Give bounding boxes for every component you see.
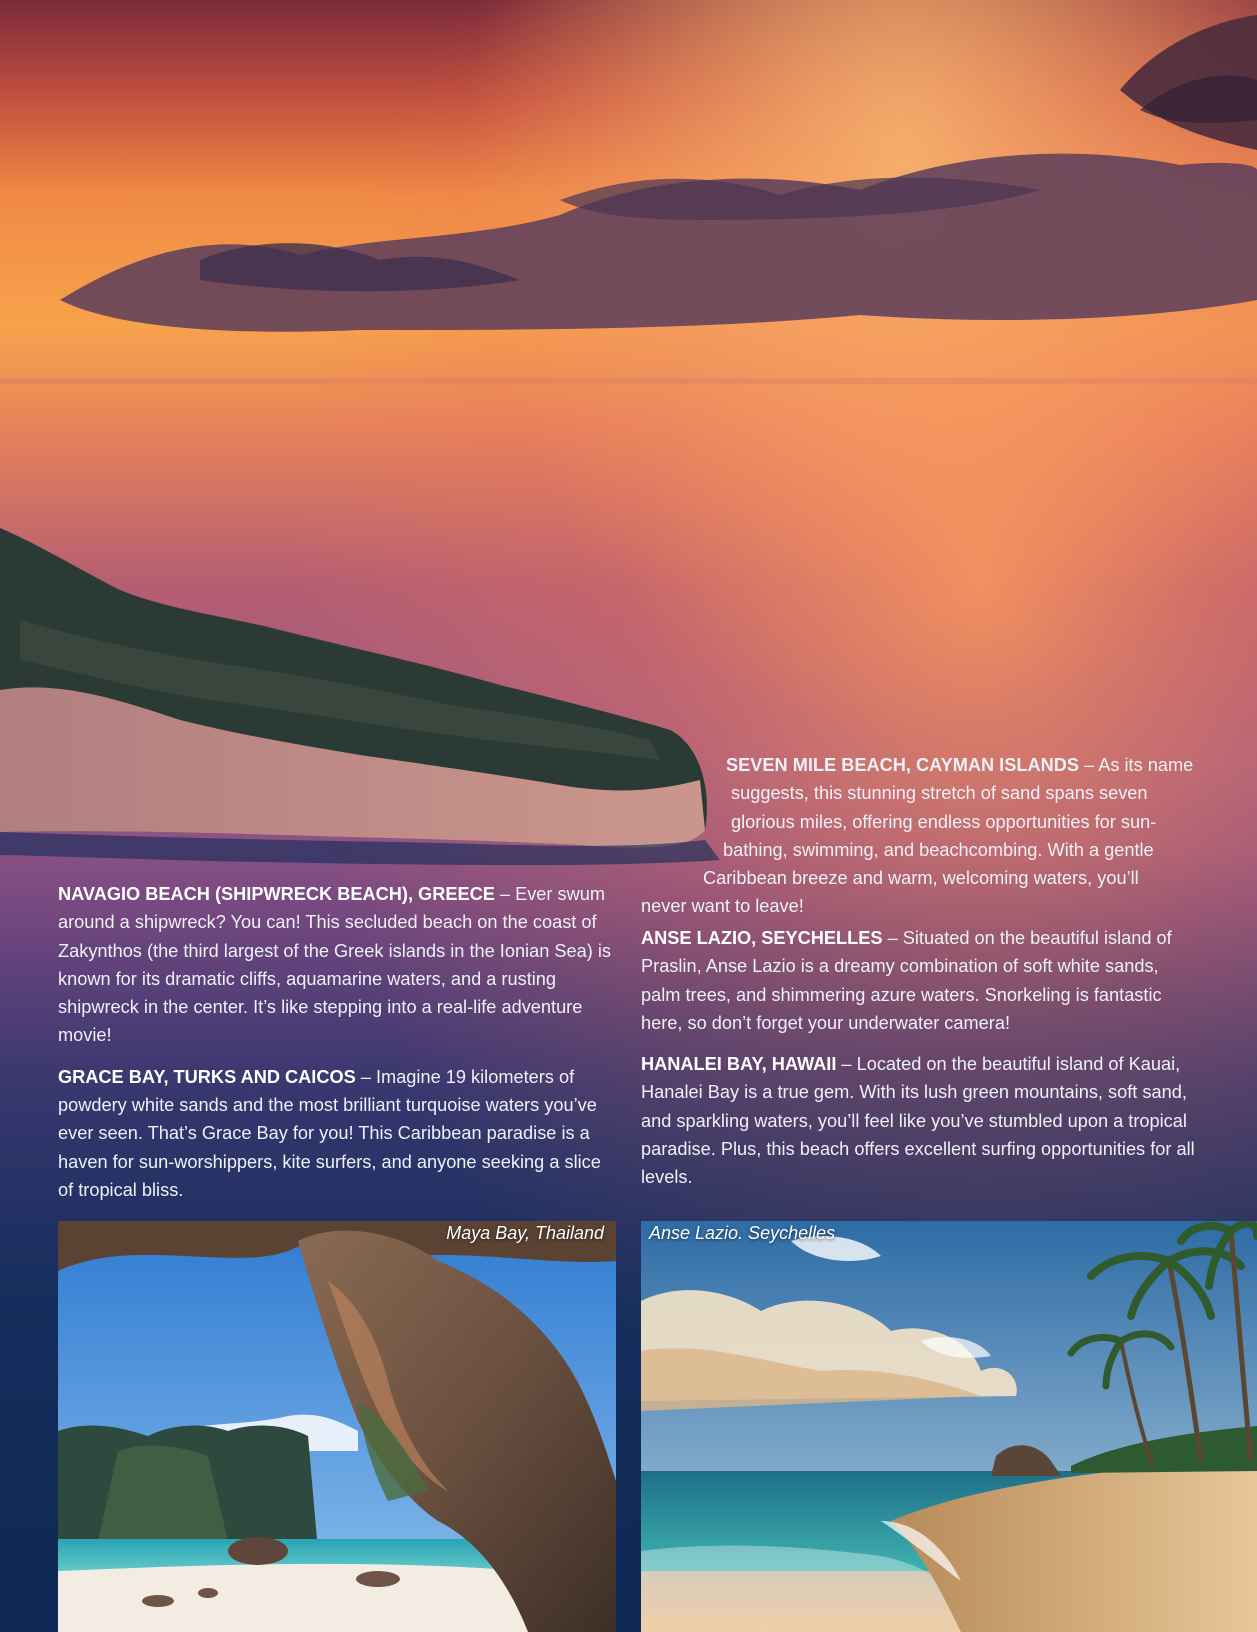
grace-bay-title: GRACE BAY, TURKS AND CAICOS <box>58 1066 356 1087</box>
seven-mile-beach-paragraph <box>641 751 1201 921</box>
navagio-body: – Ever swum around a shipwreck? You can! This secluded beach on the coast of Zakynthos (the third largest of the Greek islands in the Ionian Sea) is known for its dramatic cliffs, aquamarine waters, and a rusting shipwreck in the center. It’s like stepping into a real-life adventure movie! <box>58 884 611 1046</box>
left-column <box>58 880 618 1217</box>
seven-mile-line: Caribbean breeze and warm, welcoming waters, you’ll <box>703 868 1139 889</box>
hanalei-title: HANALEI BAY, HAWAII <box>641 1054 837 1075</box>
grace-bay-paragraph <box>58 1063 618 1204</box>
seven-mile-line: glorious miles, offering endless opportunities for sun- <box>731 811 1157 832</box>
maya-bay-caption: Maya Bay, Thailand <box>446 1223 604 1243</box>
anse-lazio-paragraph <box>641 924 1201 1037</box>
anse-lazio-photo <box>641 1221 1257 1632</box>
right-column <box>641 924 1201 1205</box>
seven-mile-line: never want to leave! <box>641 896 804 917</box>
anse-lazio-body: – Situated on the beautiful island of Praslin, Anse Lazio is a dreamy combination of soft white sands, palm trees, and shimmering azure waters. Snorkeling is fantastic here, so don’t forget your underwater camera! <box>641 928 1172 1033</box>
grace-bay-body: – Imagine 19 kilometers of powdery white sands and the most brilliant turquoise waters you’ve ever seen. That’s Grace Bay for you! This Caribbean paradise is a haven for sun-worshippers, kite surfers, and anyone seeking a slice of tropical bliss. <box>58 1066 601 1200</box>
seven-mile-line: bathing, swimming, and beachcombing. With a gentle <box>723 839 1154 860</box>
navagio-beach-paragraph <box>58 880 618 1050</box>
seven-mile-title: SEVEN MILE BEACH, CAYMAN ISLANDS <box>726 755 1080 775</box>
hanalei-body: – Located on the beautiful island of Kauai, Hanalei Bay is a true gem. With its lush green mountains, soft sand, and sparkling waters, you’ll feel like you’ve stumbled upon a tropical paradise. Plus, this beach offers excellent surfing opportunities for all levels. <box>641 1054 1195 1188</box>
hanalei-bay-paragraph <box>641 1050 1201 1191</box>
maya-bay-photo <box>58 1221 616 1632</box>
seven-mile-line: suggests, this stunning stretch of sand spans seven <box>731 783 1148 804</box>
anse-lazio-title: ANSE LAZIO, SEYCHELLES <box>641 928 883 948</box>
seven-mile-line: – As its name <box>1079 755 1194 775</box>
navagio-title: NAVAGIO BEACH (SHIPWRECK BEACH), GREECE <box>58 884 495 904</box>
anse-lazio-caption: Anse Lazio. Seychelles <box>649 1223 836 1243</box>
